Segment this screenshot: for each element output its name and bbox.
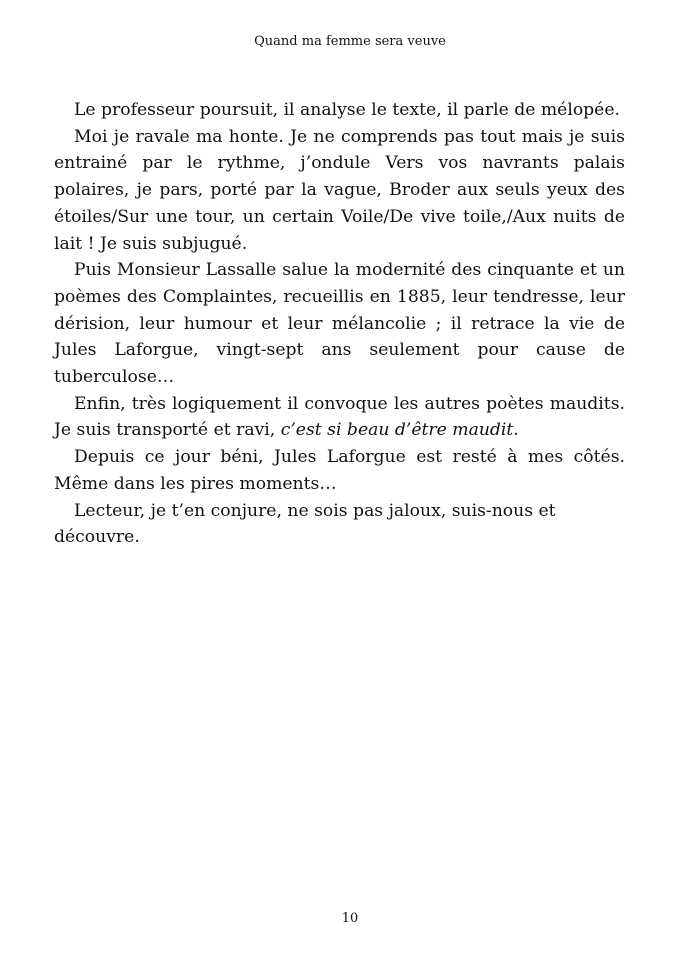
paragraph-5: Depuis ce jour béni, Jules Laforgue est resté à mes côtés. Même dans les pires moments… — [54, 447, 625, 494]
paragraph-3: Puis Monsieur Lassalle salue la modernité des cinquante et un poèmes des Complaintes, recueillis en 1885, leur tendresse, leur dérision, leur humour et leur mélancolie ; il retrace la vie de Jules Laforgue, vingt-sept ans seulement pour cause de tuberculose… — [54, 260, 625, 388]
paragraph-6: Lecteur, je t’en conjure, ne sois pas jaloux, suis-nous et découvre. — [54, 500, 556, 548]
running-title: Quand ma femme sera veuve — [254, 34, 446, 49]
paragraph-4-italic: c’est si beau d’être maudit. — [280, 420, 519, 441]
paragraph-2: Moi je ravale ma honte. Je ne comprends pas tout mais je suis entrainé par le rythme, j’ondule Vers vos navrants palais polaires, je pars, porté par la vague, Broder aux seuls yeux des étoiles/Sur une tour, un certain Voile/De vive toile,/Aux nuits de lait ! Je suis subjugué. — [54, 126, 625, 254]
body-text — [54, 97, 625, 551]
paragraph-4 — [54, 391, 625, 444]
page-number: 10 — [341, 911, 359, 926]
paragraph-4-text: Enfin, très logiquement il convoque les autres poètes maudits. Je suis transporté et ravi, — [54, 393, 625, 441]
paragraph-1: Le professeur poursuit, il analyse le texte, il parle de mélopée. — [74, 100, 620, 120]
